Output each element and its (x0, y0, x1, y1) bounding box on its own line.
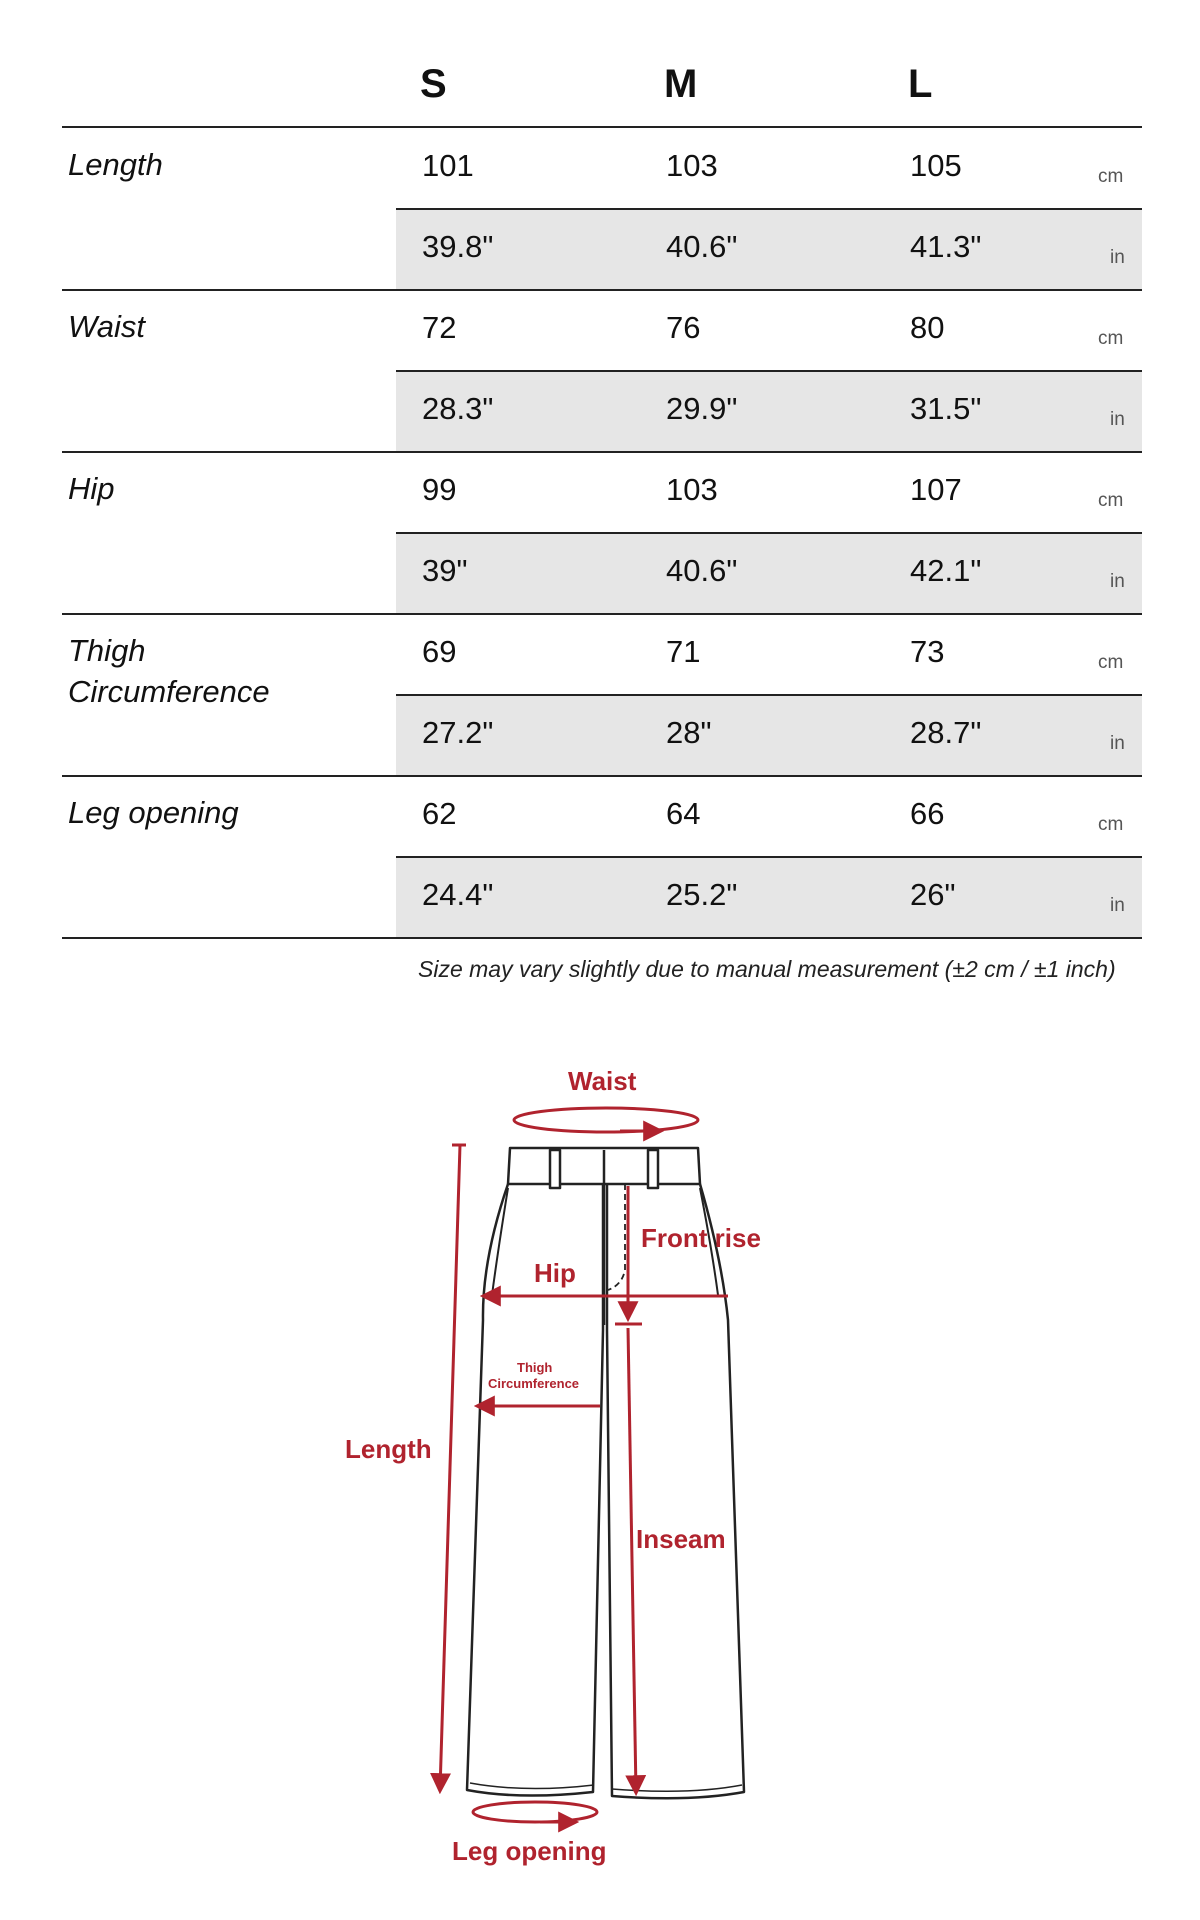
row-label-circumference: Circumference (68, 674, 270, 709)
inseam-label: Inseam (636, 1524, 726, 1554)
unit-in: in (1110, 571, 1125, 592)
size-header-s: S (420, 62, 447, 106)
row-label-length: Length (68, 147, 163, 182)
length-arrow-icon (440, 1145, 460, 1790)
cell-cm-l: 80 (910, 310, 945, 345)
cell-cm-m: 76 (666, 310, 701, 345)
cell-in-s: 39" (422, 553, 468, 588)
cell-in-m: 25.2" (666, 877, 738, 912)
unit-in: in (1110, 409, 1125, 430)
cell-in-s: 24.4" (422, 877, 494, 912)
waist-arrow-icon (514, 1108, 698, 1132)
cell-cm-m: 103 (666, 472, 718, 507)
measurement-note: Size may vary slightly due to manual measurement (±2 cm / ±1 inch) (418, 956, 1116, 982)
inseam-arrow-icon (628, 1328, 636, 1792)
row-label-waist: Waist (68, 309, 145, 344)
cell-in-l: 28.7" (910, 715, 982, 750)
cell-in-m: 28" (666, 715, 712, 750)
unit-cm: cm (1098, 652, 1124, 673)
cell-cm-l: 73 (910, 634, 945, 669)
cell-in-l: 42.1" (910, 553, 982, 588)
cell-in-l: 41.3" (910, 229, 982, 264)
waist-label: Waist (568, 1066, 637, 1096)
cell-in-m: 29.9" (666, 391, 738, 426)
cell-cm-s: 72 (422, 310, 457, 345)
cell-cm-s: 101 (422, 148, 474, 183)
measurement-arrows (440, 1108, 728, 1822)
leg-opening-label: Leg opening (452, 1836, 607, 1866)
leg-opening-arrow-icon (473, 1802, 597, 1822)
cell-cm-m: 71 (666, 634, 701, 669)
cell-in-s: 27.2" (422, 715, 494, 750)
unit-cm: cm (1098, 814, 1124, 835)
circumference-label: Circumference (488, 1376, 580, 1391)
cell-cm-s: 62 (422, 796, 457, 831)
cell-in-l: 26" (910, 877, 956, 912)
cell-in-l: 31.5" (910, 391, 982, 426)
size-header-m: M (664, 62, 698, 106)
cell-cm-m: 103 (666, 148, 718, 183)
cell-cm-s: 99 (422, 472, 457, 507)
row-label-leg-opening: Leg opening (68, 795, 239, 830)
row-label-hip: Hip (68, 471, 115, 506)
size-header-l: L (908, 62, 933, 106)
unit-cm: cm (1098, 328, 1124, 349)
unit-in: in (1110, 247, 1125, 268)
unit-in: in (1110, 895, 1125, 916)
hip-label: Hip (534, 1258, 576, 1288)
row-label-thigh: Thigh (68, 633, 146, 668)
unit-cm: cm (1098, 166, 1124, 187)
cell-cm-s: 69 (422, 634, 457, 669)
cell-cm-m: 64 (666, 796, 701, 831)
unit-cm: cm (1098, 490, 1124, 511)
cell-in-s: 28.3" (422, 391, 494, 426)
cell-cm-l: 105 (910, 148, 962, 183)
cell-in-s: 39.8" (422, 229, 494, 264)
front-rise-label: Front rise (641, 1223, 761, 1253)
length-label: Length (345, 1434, 432, 1464)
thigh-label: Thigh (517, 1360, 553, 1375)
cell-cm-l: 107 (910, 472, 962, 507)
cell-in-m: 40.6" (666, 553, 738, 588)
cell-in-m: 40.6" (666, 229, 738, 264)
cell-cm-l: 66 (910, 796, 945, 831)
unit-in: in (1110, 733, 1125, 754)
